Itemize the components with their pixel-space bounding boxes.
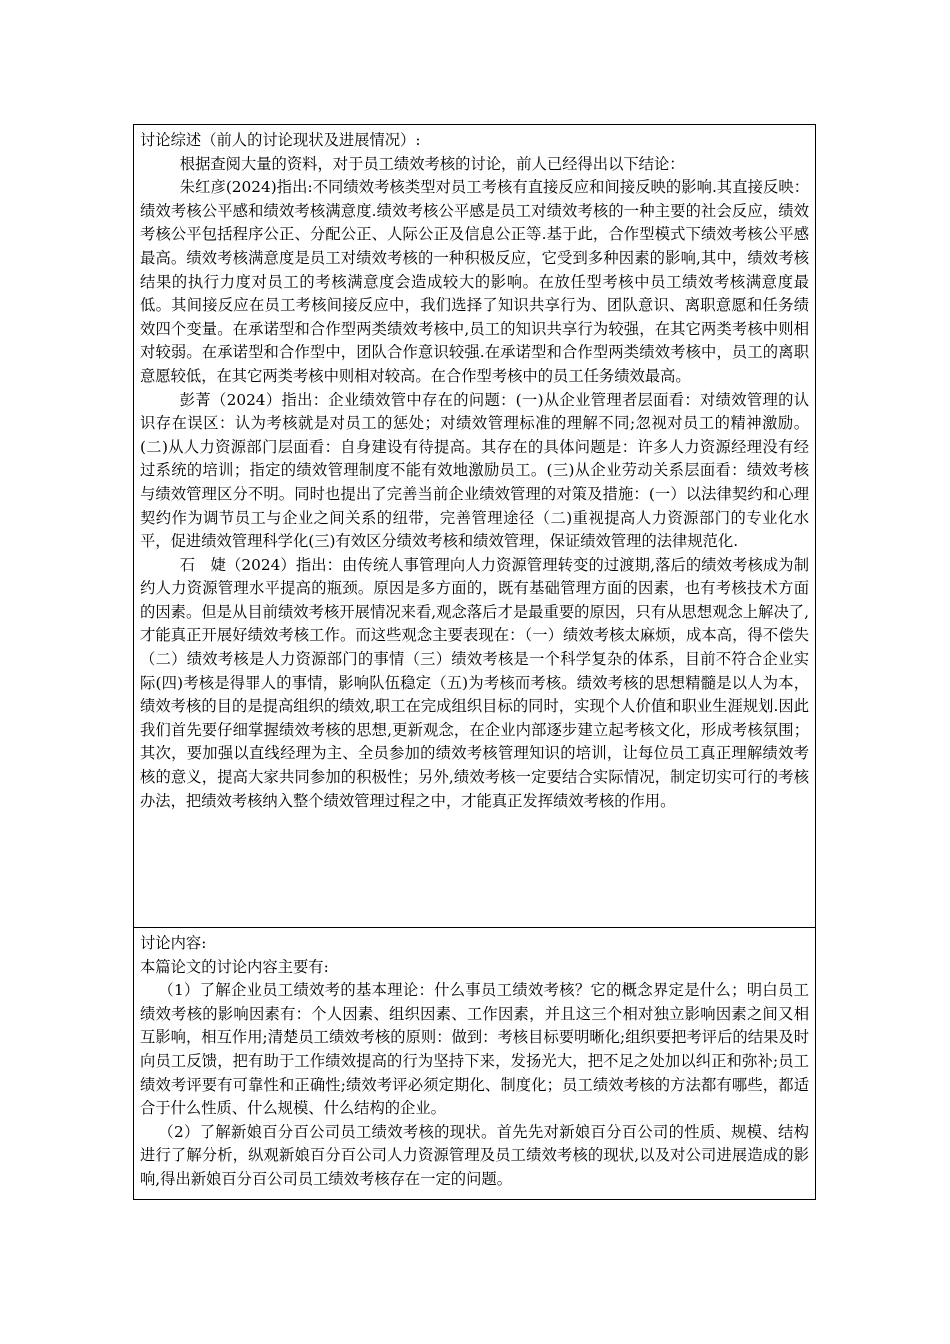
research-content-cell	[134, 927, 815, 1199]
review-intro: 根据查阅大量的资料，对于员工绩效考核的讨论，前人已经得出以下结论：	[179, 154, 685, 173]
content-item: （2）了解新娘百分百公司员工绩效考核的现状。首先先对新娘百分百公司的性质、规模、结构进行了解分析，纵观新娘百分百公司人力资源管理及员工绩效考核的现状,以及对公司进展造成的影响,得出新娘百分百公司员工绩效考核存在一定的问题。	[140, 1122, 809, 1188]
content-item: （1）了解企业员工绩效考的基本理论：什么事员工绩效考核？它的概念界定是什么；明白员工绩效考核的影响因素有：个人因素、组织因素、工作因素，并且这三个相对独立影响因素之间又相互影响，相互作用;清楚员工绩效考核的原则：做到：考核目标要明晰化;组织要把考评后的结果及时向员工反馈，把有助于工作绩效提高的行为坚持下来，发扬光大，把不足之处加以纠正和弥补;员工绩效考评要有可靠性和正确性;绩效考评必须定期化、制度化；员工绩效考核的方法都有哪些，都适合于什么性质、什么规模、什么结构的企业。	[140, 981, 809, 1118]
review-paragraph: 朱红彦(2024)指出:不同绩效考核类型对员工考核有直接反应和间接反映的影响.其直接反映：绩效考核公平感和绩效考核满意度.绩效考核公平感是员工对绩效考核的一种主要的社会反应，绩效考核公平包括程序公正、分配公正、人际公正及信息公正等.基于此，合作型模式下绩效考核公平感最高。绩效考核满意度是员工对绩效考核的一种积极反应，它受到多种因素的影响,其中，绩效考核结果的执行力度对员工的考核满意度会造成较大的影响。在放任型考核中员工绩效考核满意度最低。其间接反应在员工考核间接反应中，我们选择了知识共享行为、团队意识、离职意愿和任务绩效四个变量。在承诺型和合作型两类绩效考核中,员工的知识共享行为较强，在其它两类考核中则相对较弱。在承诺型和合作型中，团队合作意识较强.在承诺型和合作型两类绩效考核中，员工的离职意愿较低，在其它两类考核中则相对较高。在合作型考核中的员工任务绩效最高。	[140, 178, 809, 385]
review-paragraph: 彭菁（2024）指出：企业绩效管中存在的问题：(一)从企业管理者层面看：对绩效管理的认识存在误区：认为考核就是对员工的惩处；对绩效管理标准的理解不同;忽视对员工的精神激励。(二)从人力资源部门层面看：自身建设有待提高。其存在的具体问题是：许多人力资源经理没有经过系统的培训；指定的绩效管理制度不能有效地激励员工。(三)从企业劳动关系层面看：绩效考核与绩效管理区分不明。同时也提出了完善当前企业绩效管理的对策及措施：(一）以法律契约和心理契约作为调节员工与企业之间关系的纽带，完善管理途径（二)重视提高人力资源部门的专业化水平，促进绩效管理科学化(三)有效区分绩效考核和绩效管理，保证绩效管理的法律规范化.	[140, 390, 809, 551]
content-intro: 本篇论文的讨论内容主要有:	[140, 957, 329, 976]
proposal-form-table	[133, 124, 816, 1200]
review-paragraph: 石 婕（2024）指出：由传统人事管理向人力资源管理转变的过渡期,落后的绩效考核成为制约人力资源管理水平提高的瓶颈。原因是多方面的，既有基础管理方面的因素，也有考核技术方面的因素。但是从目前绩效考核开展情况来看,观念落后才是最重要的原因，只有从思想观念上解决了,才能真正开展好绩效考核工作。而这些观念主要表现在：（一）绩效考核太麻烦，成本高，得不偿失（二）绩效考核是人力资源部门的事情（三）绩效考核是一个科学复杂的体系，目前不符合企业实际(四)考核是得罪人的事情，影响队伍稳定（五)为考核而考核。绩效考核的思想精髓是以人为本，绩效考核的目的是提高组织的绩效,职工在完成组织目标的同时，实现个人价值和职业生涯规划.因此我们首先要仔细掌握绩效考核的思想,更新观念，在企业内部逐步建立起考核文化，形成考核氛围；其次，要加强以直线经理为主、全员参加的绩效考核管理知识的培训，让每位员工真正理解绩效考核的意义，提高大家共同参加的积极性；另外,绩效考核一定要结合实际情况，制定切实可行的考核办法，把绩效考核纳入整个绩效管理过程之中，才能真正发挥绩效考核的作用。	[140, 555, 809, 810]
content-heading: 讨论内容:	[140, 934, 207, 952]
literature-review-cell	[134, 125, 815, 927]
review-heading: 讨论综述（前人的讨论现状及进展情况）:	[140, 131, 421, 149]
